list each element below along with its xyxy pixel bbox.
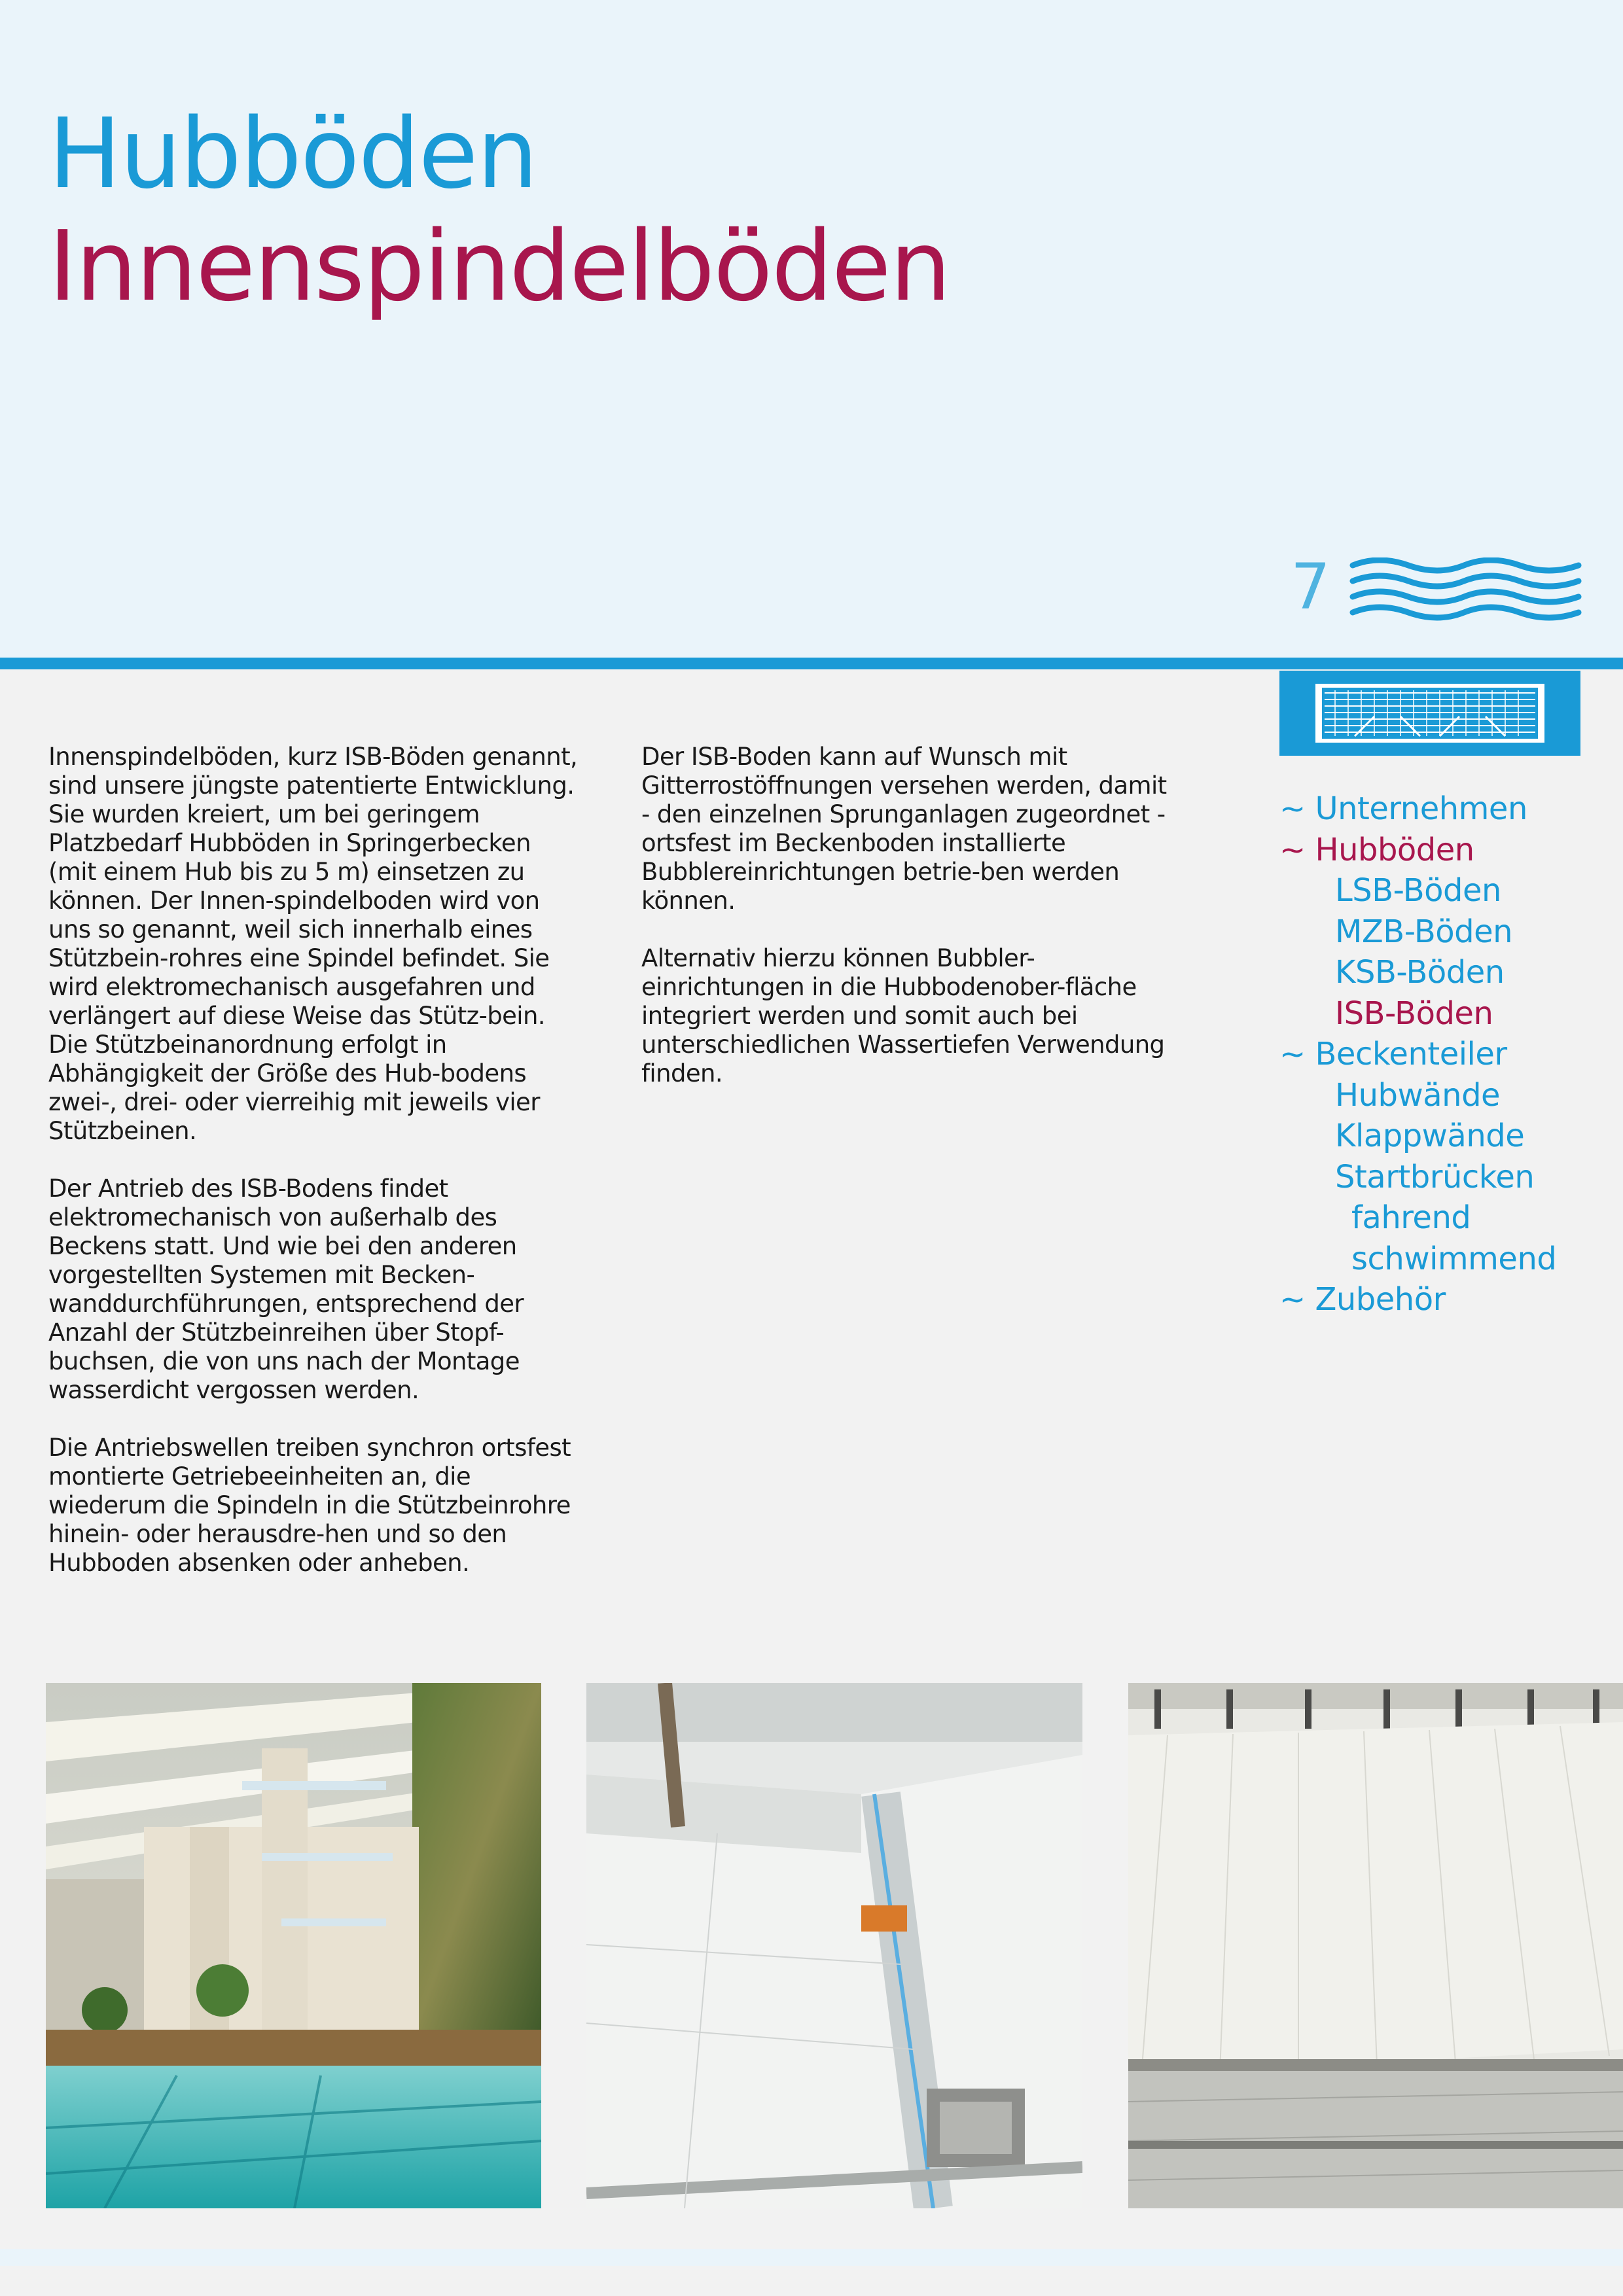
page-subtitle: Innenspindelböden	[48, 210, 950, 323]
nav-item-hubboeden[interactable]: ~ Hubböden	[1279, 831, 1474, 868]
paragraph: Der Antrieb des ISB-Bodens findet elektromechanisch von außerhalb des Beckens statt. Und wie bei den anderen vorgestellten Systemen mit Becken-wanddurchführungen, entsprechend der Anzahl der Stützbeinreihen über Stopf-buchsen, die von uns nach der Montage wasserdicht vergossen werden.	[48, 1174, 524, 1404]
text-column-right	[641, 743, 1178, 1117]
side-navigation	[1279, 788, 1620, 1320]
nav-item-hubwaende[interactable]: Hubwände	[1335, 1076, 1501, 1114]
nav-item-isb-boeden[interactable]: ISB-Böden	[1335, 995, 1493, 1032]
lifting-floor-logo	[1279, 671, 1580, 756]
nav-item-unternehmen[interactable]: ~ Unternehmen	[1279, 790, 1527, 827]
page-number: 7	[1291, 550, 1331, 624]
page-title: Hubböden	[48, 97, 537, 210]
footer-divider	[0, 2249, 1623, 2266]
waves-icon	[1349, 557, 1582, 629]
photo-spindle-mechanism	[586, 1683, 1082, 2208]
paragraph: Die Antriebswellen treiben synchron ortsfest montierte Getriebeeinheiten an, die wiederum die Spindeln in die Stützbeinrohre hinein- oder herausdre-hen und so den Hubboden absenken oder anheben.	[48, 1434, 571, 1577]
photo-lifting-floor	[1128, 1683, 1623, 2208]
nav-item-fahrend[interactable]: fahrend	[1351, 1199, 1471, 1236]
nav-item-klappwaende[interactable]: Klappwände	[1335, 1118, 1525, 1154]
nav-item-mzb-boeden[interactable]: MZB-Böden	[1335, 913, 1513, 950]
paragraph: Innenspindelböden, kurz ISB-Böden genannt, sind unsere jüngste patentierte Entwicklung. Sie wurden kreiert, um bei geringem Platzbedarf Hubböden in Springerbecken (mit einem Hub bis zu 5 m) einsetzen zu können. Der Innen-spindelboden wird von uns so genannt, weil sich innerhalb eines Stützbein-rohres eine Spindel befindet. Sie wird elektromechanisch ausgefahren und verlängert auf diese Weise das Stütz-bein. Die Stützbeinanordnung erfolgt in Abhängigkeit der Größe des Hub-bodens zwei-, drei- oder vierreihig mit jeweils vier Stützbeinen.	[48, 743, 578, 1145]
text-column-left	[48, 743, 585, 1606]
nav-item-ksb-boeden[interactable]: KSB-Böden	[1335, 954, 1505, 991]
photo-diving-pool	[46, 1683, 541, 2208]
paragraph: Der ISB-Boden kann auf Wunsch mit Gitterrostöffnungen versehen werden, damit - den einzelnen Sprunganlagen zugeordnet - ortsfest im Beckenboden installierte Bubblereinrichtungen betrie-ben werden können.	[641, 743, 1167, 915]
paragraph: Alternativ hierzu können Bubbler-einrichtungen in die Hubbodenober-fläche integriert werden und somit auch bei unterschiedlichen Wassertiefen Verwendung finden.	[641, 944, 1165, 1087]
nav-item-zubehoer[interactable]: ~ Zubehör	[1279, 1281, 1446, 1318]
nav-item-lsb-boeden[interactable]: LSB-Böden	[1335, 872, 1501, 909]
nav-item-beckenteiler[interactable]: ~ Beckenteiler	[1279, 1036, 1507, 1072]
header-divider	[0, 658, 1623, 669]
nav-item-startbruecken[interactable]: Startbrücken	[1335, 1158, 1535, 1195]
nav-item-schwimmend[interactable]: schwimmend	[1351, 1240, 1557, 1277]
